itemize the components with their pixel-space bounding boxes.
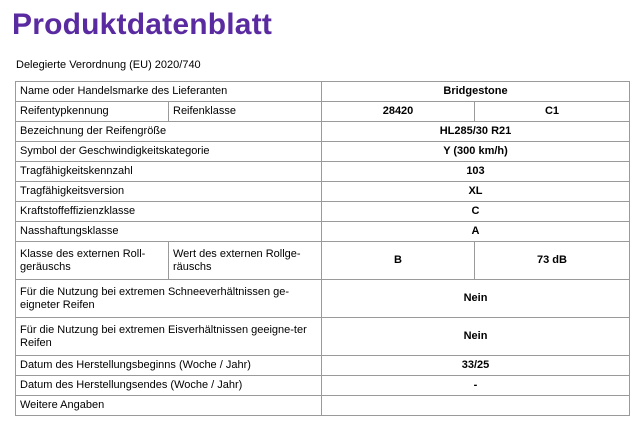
wet-grip-label: Nasshaftungsklasse <box>16 222 322 242</box>
snow-label: Für die Nutzung bei extremen Schneeverhältnissen ge-eigneter Reifen <box>16 280 322 318</box>
noise-class-label: Klasse des externen Roll-geräuschs <box>16 242 169 280</box>
type-value: 28420 <box>322 102 475 122</box>
data-table <box>15 81 630 416</box>
table-row <box>16 82 630 102</box>
table-row <box>16 222 630 242</box>
product-data-sheet <box>8 4 632 428</box>
size-value: HL285/30 R21 <box>322 122 630 142</box>
table-row <box>16 396 630 416</box>
supplier-value: Bridgestone <box>322 82 630 102</box>
wet-grip-value: A <box>322 222 630 242</box>
load-version-label: Tragfähigkeitsversion <box>16 182 322 202</box>
noise-value-value: 73 dB <box>475 242 630 280</box>
ice-label: Für die Nutzung bei extremen Eisverhältnissen geeigne-ter Reifen <box>16 318 322 356</box>
fuel-label: Kraftstoffeffizienzklasse <box>16 202 322 222</box>
ice-value: Nein <box>322 318 630 356</box>
size-label: Bezeichnung der Reifengröße <box>16 122 322 142</box>
noise-value-label: Wert des externen Rollge-räuschs <box>169 242 322 280</box>
table-row <box>16 356 630 376</box>
table-row <box>16 102 630 122</box>
speed-value: Y (300 km/h) <box>322 142 630 162</box>
class-value: C1 <box>475 102 630 122</box>
production-start-value: 33/25 <box>322 356 630 376</box>
further-info-label: Weitere Angaben <box>16 396 322 416</box>
table-row <box>16 122 630 142</box>
fuel-value: C <box>322 202 630 222</box>
production-start-label: Datum des Herstellungsbeginns (Woche / Jahr) <box>16 356 322 376</box>
production-end-label: Datum des Herstellungsendes (Woche / Jahr) <box>16 376 322 396</box>
table-row <box>16 182 630 202</box>
production-end-value: - <box>322 376 630 396</box>
table-row <box>16 318 630 356</box>
table-row <box>16 202 630 222</box>
load-version-value: XL <box>322 182 630 202</box>
supplier-label: Name oder Handelsmarke des Lieferanten <box>16 82 322 102</box>
table-row <box>16 162 630 182</box>
noise-class-value: B <box>322 242 475 280</box>
snow-value: Nein <box>322 280 630 318</box>
table-row <box>16 242 630 280</box>
table-row <box>16 376 630 396</box>
class-label: Reifenklasse <box>169 102 322 122</box>
load-index-label: Tragfähigkeitskennzahl <box>16 162 322 182</box>
regulation-subtitle: Delegierte Verordnung (EU) 2020/740 <box>16 59 201 71</box>
speed-label: Symbol der Geschwindigkeitskategorie <box>16 142 322 162</box>
table-row <box>16 280 630 318</box>
type-label: Reifentypkennung <box>16 102 169 122</box>
page-title: Produktdatenblatt <box>12 8 273 41</box>
load-index-value: 103 <box>322 162 630 182</box>
table-row <box>16 142 630 162</box>
further-info-value <box>322 396 630 416</box>
